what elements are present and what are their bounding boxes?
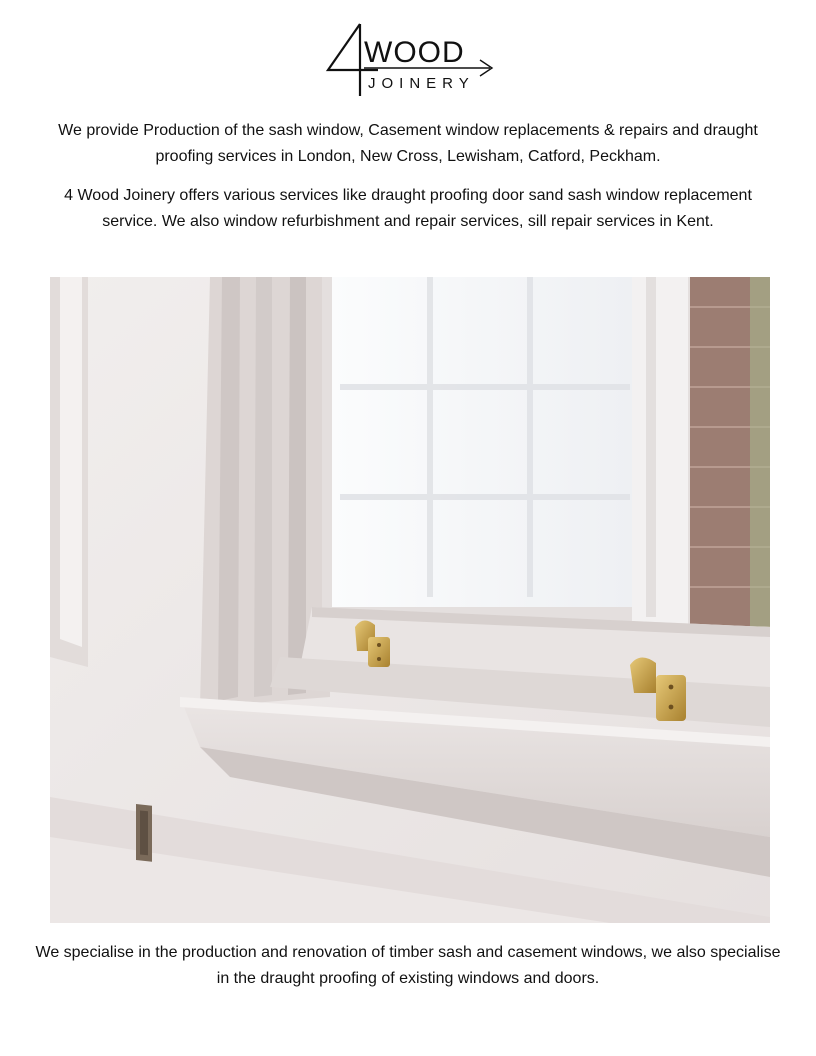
services-paragraph: 4 Wood Joinery offers various services like draught proofing door sand sash window replacement service. We also window refurbishment and repair services, sill repair services in Kent. bbox=[64, 187, 752, 230]
sash-window-illustration bbox=[50, 277, 770, 923]
logo-word-wood: WOOD bbox=[364, 36, 465, 69]
intro-paragraph: We provide Production of the sash window, Casement window replacements & repairs and draught proofing services in London, New Cross, Lewisham, Catford, Peckham. bbox=[58, 122, 758, 165]
company-logo bbox=[320, 22, 500, 98]
logo-word-joinery: JOINERY bbox=[368, 75, 475, 92]
logo-graphic bbox=[320, 22, 500, 98]
sash-window-photo bbox=[50, 277, 770, 923]
specialisation-paragraph: We specialise in the production and renovation of timber sash and casement windows, we also specialise in the draught proofing of existing windows and doors. bbox=[35, 944, 781, 987]
